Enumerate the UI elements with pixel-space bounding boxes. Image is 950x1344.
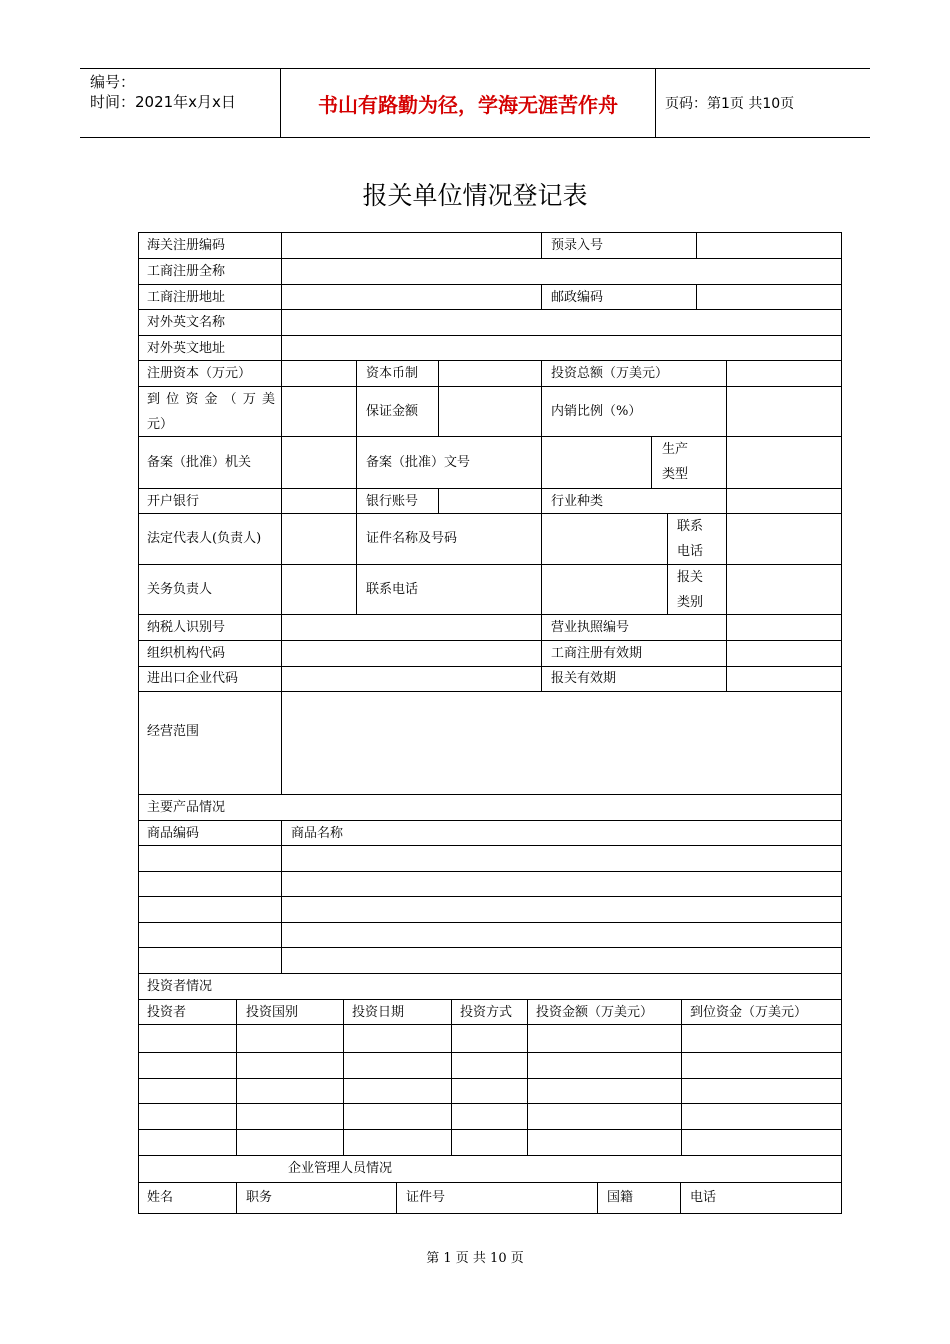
label-taxpayer-id: 纳税人识别号 xyxy=(147,620,226,635)
label-capital-currency: 资本币制 xyxy=(366,366,419,381)
serial-label: 编号： xyxy=(90,73,136,91)
label-paid-capital: 到 位 资 金 （ 万 美 元） xyxy=(147,392,275,432)
label-bank-account: 银行账号 xyxy=(366,494,419,509)
investors-section-title: 投资者情况 xyxy=(147,979,213,994)
label-postal-code: 邮政编码 xyxy=(551,290,604,305)
management-col-position: 职务 xyxy=(246,1190,273,1205)
label-bank: 开户银行 xyxy=(147,494,200,509)
label-domestic-sales-ratio: 内销比例（%） xyxy=(551,404,642,419)
label-import-export-code: 进出口企业代码 xyxy=(147,671,239,686)
products-col-name: 商品名称 xyxy=(291,826,344,841)
management-col-nationality: 国籍 xyxy=(607,1190,634,1205)
label-business-scope: 经营范围 xyxy=(147,724,200,739)
label-filing-authority: 备案（批准）机关 xyxy=(147,455,252,470)
investors-col-investor: 投资者 xyxy=(147,1005,187,1020)
header-motto: 书山有路勤为径，学海无涯苦作舟 xyxy=(280,69,656,137)
header-page-info: 页码：第1页 共10页 xyxy=(665,96,795,112)
label-customs-validity: 报关有效期 xyxy=(551,671,617,686)
label-english-address: 对外英文地址 xyxy=(147,341,226,356)
investors-col-country: 投资国别 xyxy=(246,1005,299,1020)
label-business-license-no: 营业执照编号 xyxy=(551,620,630,635)
label-business-reg-name: 工商注册全称 xyxy=(147,264,226,279)
label-filing-doc-no: 备案（批准）文号 xyxy=(366,455,471,470)
label-org-code: 组织机构代码 xyxy=(147,646,226,661)
label-declaration-type: 报关类别 xyxy=(677,570,704,610)
management-section-title: 企业管理人员情况 xyxy=(288,1161,393,1176)
page-title: 报关单位情况登记表 xyxy=(362,181,588,210)
label-business-reg-address: 工商注册地址 xyxy=(147,290,226,305)
label-total-investment: 投资总额（万美元） xyxy=(551,366,669,381)
label-legal-rep: 法定代表人(负责人) xyxy=(147,531,262,546)
label-id-doc: 证件名称及号码 xyxy=(366,531,458,546)
investors-col-paid: 到位资金（万美元） xyxy=(690,1005,808,1020)
date-label: 时间：2021年x月x日 xyxy=(90,93,236,111)
investors-col-date: 投资日期 xyxy=(352,1005,405,1020)
label-contact-phone: 联系电话 xyxy=(366,582,419,597)
investors-col-method: 投资方式 xyxy=(460,1005,513,1020)
management-col-name: 姓名 xyxy=(147,1190,174,1205)
label-deposit-amount: 保证金额 xyxy=(366,404,419,419)
label-industry-type: 行业种类 xyxy=(551,494,604,509)
page-footer: 第 1 页 共 10 页 xyxy=(426,1251,524,1266)
label-customs-reg-code: 海关注册编码 xyxy=(147,238,226,253)
products-section-title: 主要产品情况 xyxy=(147,800,226,815)
label-customs-manager: 关务负责人 xyxy=(147,582,213,597)
label-pre-entry-no: 预录入号 xyxy=(551,238,604,253)
investors-col-amount: 投资金额（万美元） xyxy=(536,1005,654,1020)
products-col-code: 商品编码 xyxy=(147,826,200,841)
label-contact-phone-short: 联系电话 xyxy=(677,519,704,559)
management-col-id: 证件号 xyxy=(406,1190,446,1205)
label-english-name: 对外英文名称 xyxy=(147,315,226,330)
management-col-phone: 电话 xyxy=(690,1190,717,1205)
label-production-type: 生产类型 xyxy=(662,442,689,482)
label-registered-capital: 注册资本（万元） xyxy=(147,366,252,381)
label-business-reg-validity: 工商注册有效期 xyxy=(551,646,643,661)
